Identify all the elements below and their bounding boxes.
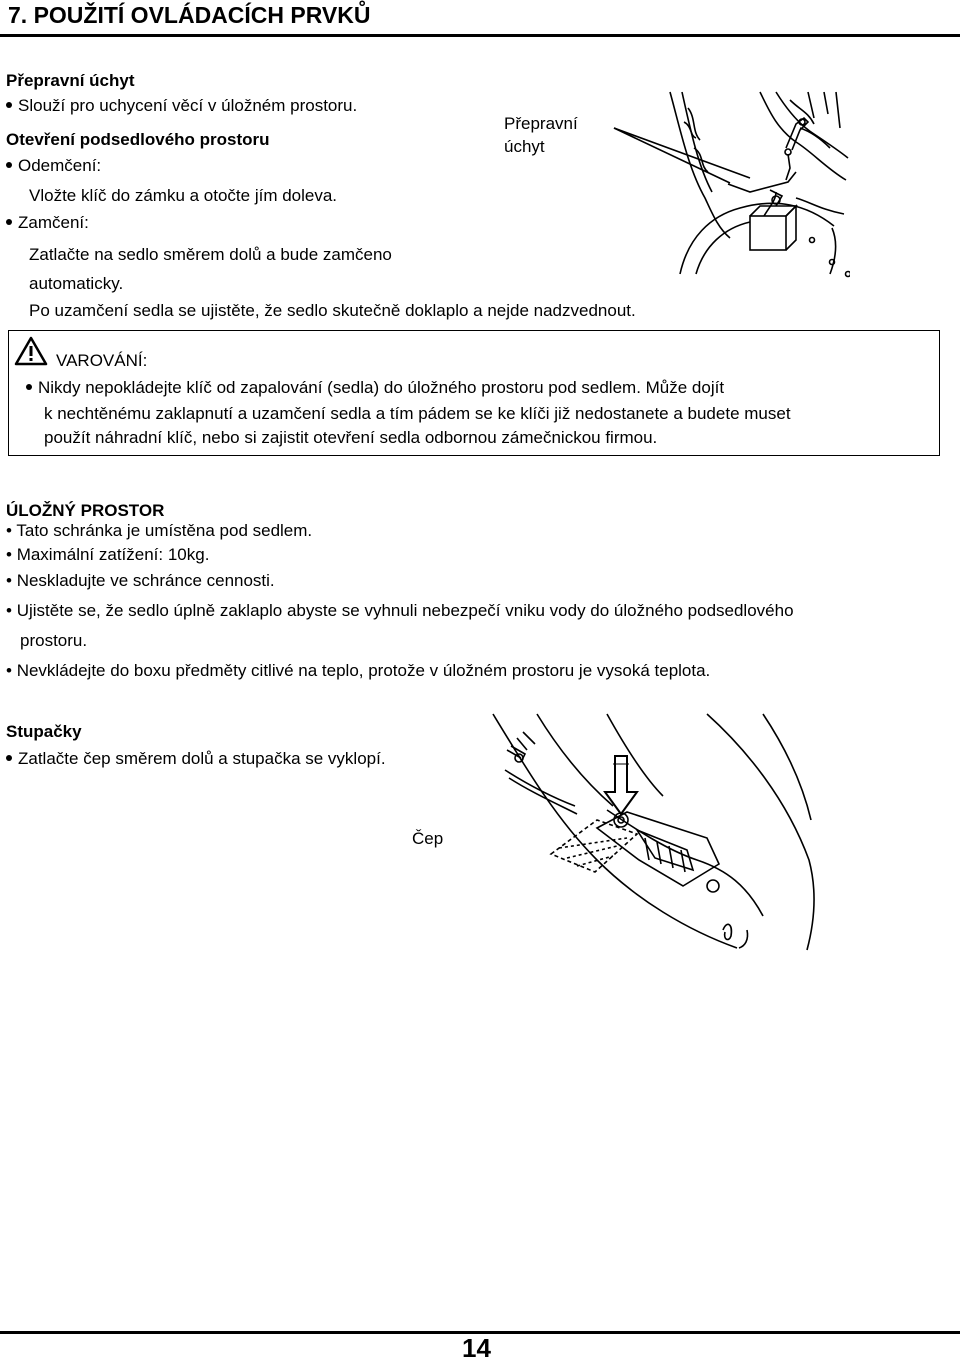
warning-heading: VAROVÁNÍ: (56, 351, 148, 370)
figure-label-carrier-2: úchyt (504, 137, 545, 156)
footrest-illustration (487, 710, 817, 955)
figure-label-carrier-1: Přepravní (504, 114, 578, 133)
seat-storage-illustration (600, 88, 850, 278)
warning-line-1: Nikdy nepokládejte klíč od zapalování (sedla) do úložného prostoru pod sedlem. Může dojít (24, 378, 724, 398)
footrest-bullet: Zatlačte čep směrem dolů a stupačka se vyklopí. (4, 749, 386, 769)
storage-item-3: • Neskladujte ve schránce cennosti. (6, 571, 275, 590)
unlock-text: Vložte klíč do zámku a otočte jím doleva. (29, 186, 338, 205)
storage-item-4: • Ujistěte se, že sedlo úplně zaklaplo abyste se vyhnuli nebezpečí vniku vody do úložného podsedlového (6, 601, 794, 620)
warning-triangle-icon (14, 336, 48, 366)
lock-text-2: automaticky. (29, 274, 124, 293)
carrier-bullet: Slouží pro uchycení věcí v úložném prostoru. (4, 96, 357, 116)
footrest-heading: Stupačky (6, 722, 82, 741)
lock-label: Zamčení: (4, 213, 89, 233)
storage-item-2: • Maximální zatížení: 10kg. (6, 545, 210, 564)
lock-text-1: Zatlačte na sedlo směrem dolů a bude zamčeno (29, 245, 392, 264)
storage-item-4-cont: prostoru. (20, 631, 88, 650)
unlock-label: Odemčení: (4, 156, 101, 176)
title-rule (0, 34, 960, 37)
storage-heading: ÚLOŽNÝ PROSTOR (6, 501, 165, 520)
page-number: 14 (462, 1333, 491, 1363)
warning-line-2: k nechtěnému zaklapnutí a uzamčení sedla a tím pádem se ke klíči již nedostanete a budete muset (44, 404, 791, 423)
seat-heading: Otevření podsedlového prostoru (6, 130, 270, 149)
warning-line-3: použít náhradní klíč, nebo si zajistit otevření sedla odbornou zámečnickou firmou. (44, 428, 658, 447)
storage-item-1: • Tato schránka je umístěna pod sedlem. (6, 521, 313, 540)
after-lock-text: Po uzamčení sedla se ujistěte, že sedlo skutečně doklaplo a nejde nadzvednout. (29, 301, 636, 320)
storage-item-5: • Nevkládejte do boxu předměty citlivé na teplo, protože v úložném prostoru je vysoká teplota. (6, 661, 711, 680)
carrier-heading: Přepravní úchyt (6, 71, 135, 90)
page-title: 7. POUŽITÍ OVLÁDACÍCH PRVKŮ (8, 2, 371, 28)
figure-label-pin: Čep (412, 829, 444, 848)
